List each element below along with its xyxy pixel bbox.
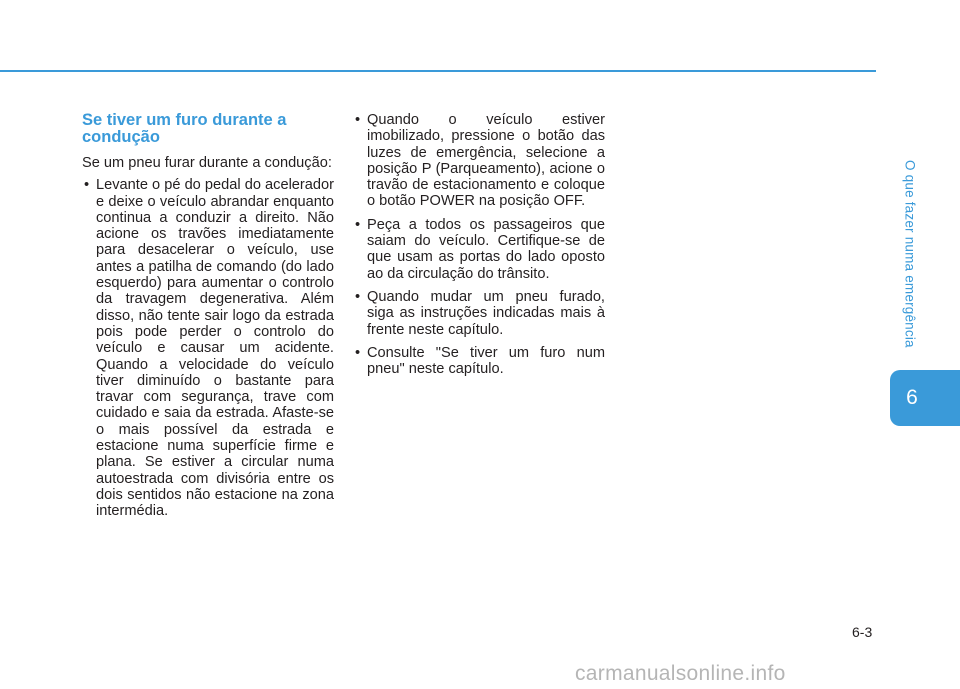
chapter-tab [890,370,960,426]
intro-text: Se um pneu furar durante a condução: [82,155,332,171]
left-column [82,112,334,527]
list-item: • Levante o pé do pedal do acelerador e deixe o veículo abrandar enquanto continua a conduzir a direito. Não acione os travões imediatamente para desacelerar o veículo, use antes a patilha de comando (do lado esquerdo) para aumentar o controlo da travagem degenerativa. Além disso, não tente sair logo da estrada pois pode perder o controlo do veículo e causar um acidente. Quando a velocidade do veículo tiver diminuído o bastante para travar com segurança, trave com cuidado e saia da estrada. Afaste-se o mais possível da estrada e estacione numa superfície firme e plana. Se estiver a circular numa autoestrada com divisória entre os dois sentidos não estacione na zona intermédia. [82,177,334,519]
list-item: • Quando o veículo estiver imobilizado, pressione o botão das luzes de emergência, selecione a posição P (Parqueamento), acione o travão de estacionamento e coloque o botão POWER na posição OFF. [353,112,605,210]
watermark: carmanualsonline.info [575,662,786,685]
top-rule [0,70,876,72]
list-item: • Quando mudar um pneu furado, siga as instruções indicadas mais à frente neste capítulo. [353,289,605,338]
list-item: • Consulte "Se tiver um furo num pneu" neste capítulo. [353,345,605,378]
chapter-side-label [895,160,925,380]
right-column [353,112,605,384]
section-heading: Se tiver um furo durante a condução [82,111,287,146]
left-bullet-list [82,177,334,519]
list-item: • Peça a todos os passageiros que saiam do veículo. Certifique-se de que usam as portas do lado oposto ao da circulação do trânsito. [353,217,605,282]
page-number: 6-3 [852,624,873,640]
chapter-number: 6 [906,386,918,409]
chapter-title: O que fazer numa emergência [902,160,918,348]
right-bullet-list [353,112,605,377]
